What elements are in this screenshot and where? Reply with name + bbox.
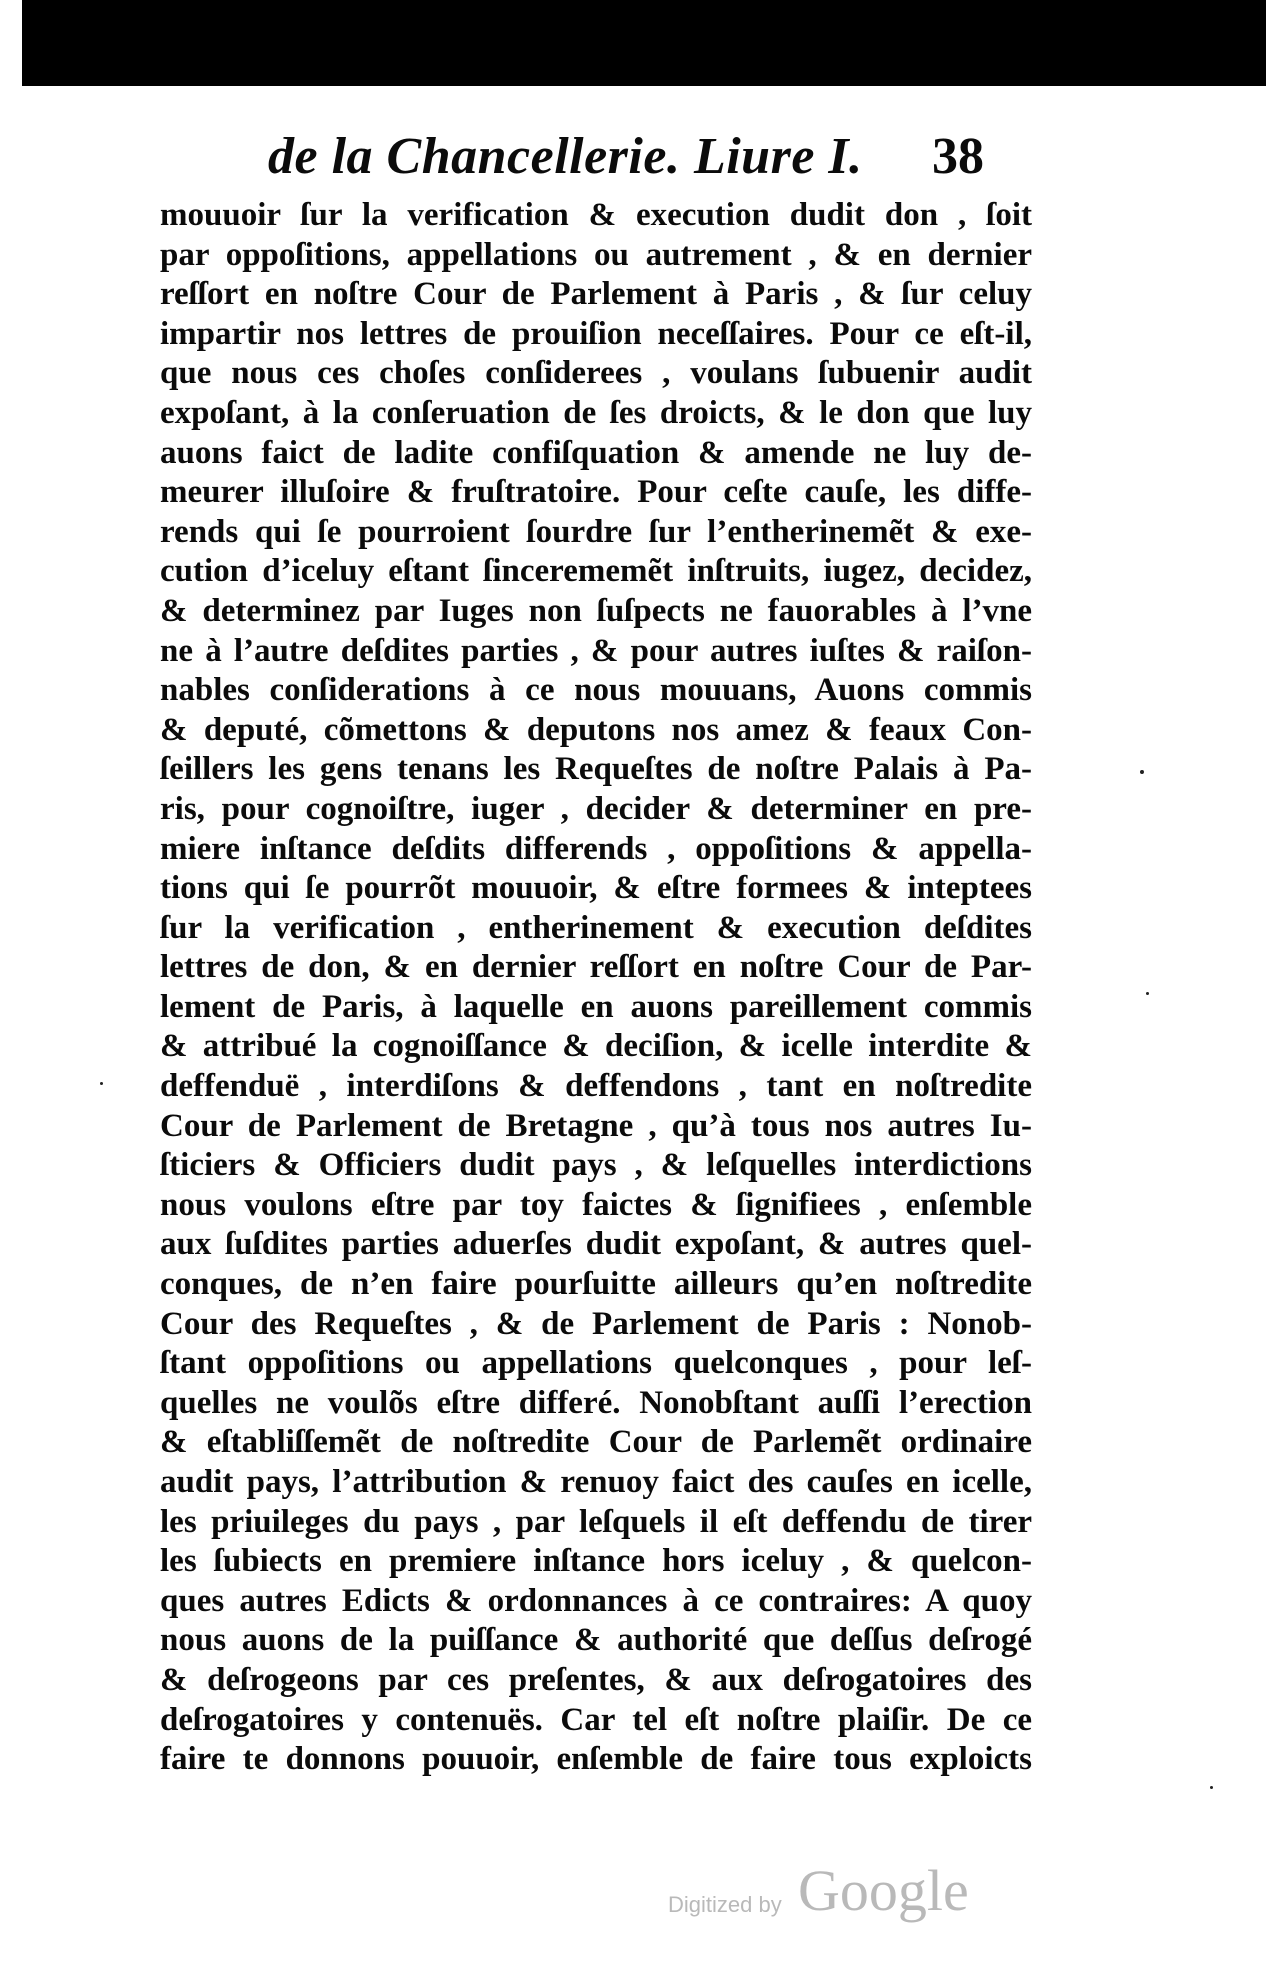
text-line: ris, pour cognoiſtre, iuger , decider & determiner en pre- — [160, 790, 1032, 827]
page-number: 38 — [932, 128, 984, 185]
text-line: conques, de n’en faire pourſuitte ailleurs qu’en noſtredite — [160, 1266, 1032, 1303]
text-line: ques autres Edicts & ordonnances à ce contraires: A quoy — [160, 1582, 1032, 1619]
text-line: ne à l’autre deſdites parties , & pour autres iuſtes & raiſon- — [160, 632, 1032, 669]
text-line: par oppoſitions, appellations ou autrement , & en dernier — [160, 236, 1032, 273]
text-line: ſtant oppoſitions ou appellations quelconques , pour leſ- — [160, 1345, 1032, 1382]
text-line: ſur la verification , entherinement & execution deſdites — [160, 909, 1032, 946]
text-line: lettres de don, & en dernier reſſort en noſtre Cour de Par- — [160, 949, 1032, 986]
text-line: ſticiers & Officiers dudit pays , & leſquelles interdictions — [160, 1147, 1032, 1184]
text-line: nous auons de la puiſſance & authorité que deſſus deſrogé — [160, 1622, 1032, 1659]
body-text — [160, 196, 1032, 1780]
scan-speck — [100, 1082, 103, 1085]
watermark-brand: Google — [798, 1858, 969, 1923]
text-line: les priuileges du pays , par leſquels il eſt deffendu de tirer — [160, 1503, 1032, 1540]
text-line: & attribué la cognoiſſance & deciſion, & icelle interdite & — [160, 1028, 1032, 1065]
scan-black-border — [22, 0, 1266, 86]
text-line: les ſubiects en premiere inſtance hors iceluy , & quelcon- — [160, 1543, 1032, 1580]
scan-speck — [1210, 1786, 1213, 1789]
text-line: Cour de Parlement de Bretagne , qu’à tous nos autres Iu- — [160, 1107, 1032, 1144]
text-line: & determinez par Iuges non ſuſpects ne fauorables à l’vne — [160, 592, 1032, 629]
text-line: quelles ne voulõs eſtre differé. Nonobſtant auſſi l’erection — [160, 1384, 1032, 1421]
text-line: nous voulons eſtre par toy faictes & ſignifiees , enſemble — [160, 1186, 1032, 1223]
text-line: nables conſiderations à ce nous mouuans, Auons commis — [160, 672, 1032, 709]
text-line: & deſrogeons par ces preſentes, & aux deſrogatoires des — [160, 1661, 1032, 1698]
text-line: cution d’iceluy eſtant ſincerememẽt inſtruits, iugez, decidez, — [160, 553, 1032, 590]
watermark-prefix: Digitized by — [668, 1892, 782, 1917]
text-line: meurer illuſoire & fruſtratoire. Pour ceſte cauſe, les diffe- — [160, 474, 1032, 511]
text-line: mouuoir ſur la verification & execution dudit don , ſoit — [160, 197, 1032, 233]
text-line: miere inſtance deſdits differends , oppoſitions & appella- — [160, 830, 1032, 867]
running-title: de la Chancellerie. Liure I. — [268, 128, 863, 185]
text-line: audit pays, l’attribution & renuoy faict des cauſes en icelle, — [160, 1464, 1032, 1500]
text-line: & deputé, cõmettons & deputons nos amez & feaux Con- — [160, 711, 1032, 748]
text-line: que nous ces choſes conſiderees , voulans ſubuenir audit — [160, 355, 1032, 392]
text-line: deſrogatoires y contenuës. Car tel eſt noſtre plaiſir. De ce — [160, 1701, 1032, 1738]
text-line: aux ſuſdites parties aduerſes dudit expoſant, & autres quel- — [160, 1226, 1032, 1263]
scan-speck — [1140, 770, 1144, 774]
text-line: Cour des Requeſtes , & de Parlement de Paris : Nonob- — [160, 1305, 1032, 1342]
scan-speck — [1146, 992, 1149, 995]
text-line: reſſort en noſtre Cour de Parlement à Paris , & ſur celuy — [160, 276, 1032, 313]
digitized-watermark — [668, 1858, 1008, 1928]
text-line: auons faict de ladite confiſquation & amende ne luy de- — [160, 434, 1032, 471]
text-line: tions qui ſe pourrõt mouuoir, & eſtre formees & inteptees — [160, 870, 1032, 907]
page-header — [0, 122, 1266, 192]
text-line: lement de Paris, à laquelle en auons pareillement commis — [160, 988, 1032, 1025]
text-line: faire te donnons pouuoir, enſemble de faire tous exploicts — [160, 1741, 1032, 1778]
text-line: rends qui ſe pourroient ſourdre ſur l’entherinemẽt & exe- — [160, 513, 1032, 550]
text-line: deffenduë , interdiſons & deffendons , tant en noſtredite — [160, 1068, 1032, 1105]
text-line: ſeillers les gens tenans les Requeſtes de noſtre Palais à Pa- — [160, 751, 1032, 788]
text-line: expoſant, à la conſeruation de ſes droicts, & le don que luy — [160, 394, 1032, 431]
text-line: & eſtabliſſemẽt de noſtredite Cour de Parlemẽt ordinaire — [160, 1424, 1032, 1461]
text-line: impartir nos lettres de prouiſion neceſſaires. Pour ce eſt-il, — [160, 315, 1032, 352]
